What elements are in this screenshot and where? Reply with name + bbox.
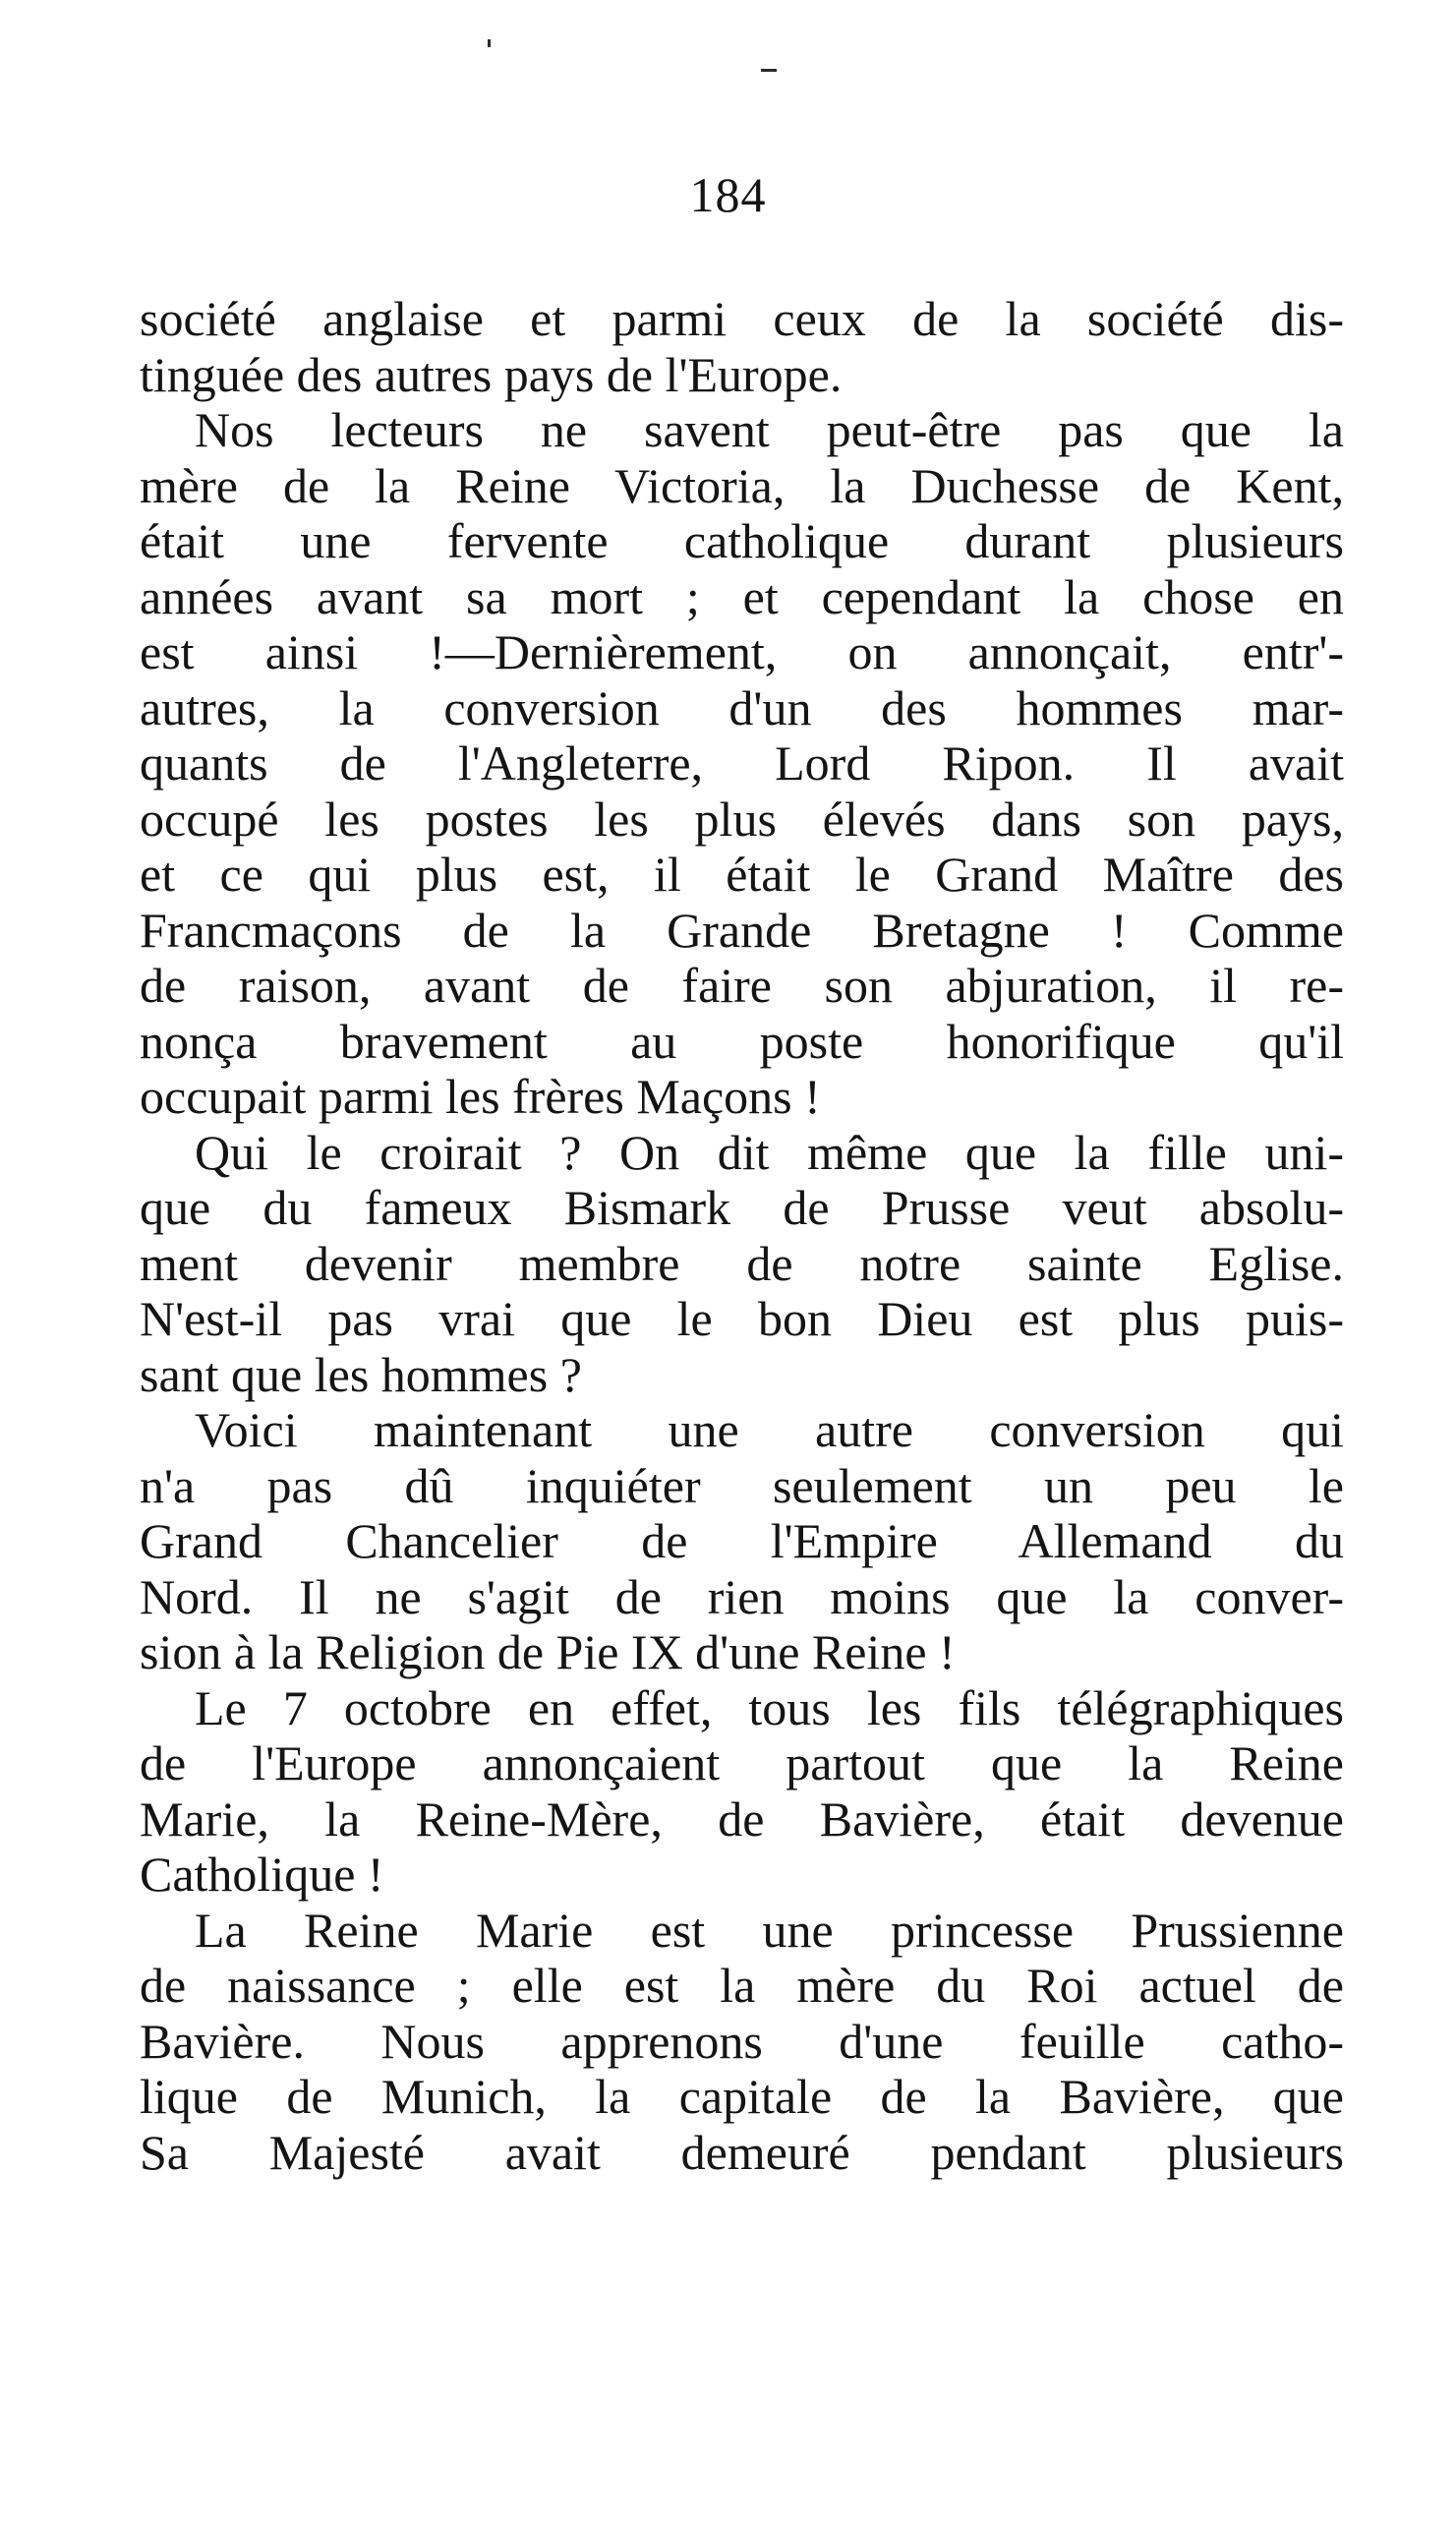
body-text <box>140 291 1344 2180</box>
text-line: Nos lecteurs ne savent peut-être pas que la <box>195 402 1344 457</box>
text-line: N'est-il pas vrai que le bon Dieu est plus puis- <box>140 1291 1344 1346</box>
text-line: lique de Munich, la capitale de la Bavière, que <box>140 2069 1344 2124</box>
paragraph <box>140 1402 1344 1680</box>
text-line: Le 7 octobre en effet, tous les fils télégraphiques <box>195 1679 1344 1735</box>
text-line: était une fervente catholique durant plusieurs <box>140 513 1344 568</box>
text-line: de naissance ; elle est la mère du Roi actuel de <box>140 1958 1344 2013</box>
text-line: autres, la conversion d'un des hommes mar- <box>140 679 1344 735</box>
text-line: Catholique ! <box>140 1847 384 1902</box>
text-line: Grand Chancelier de l'Empire Allemand du <box>140 1513 1344 1568</box>
text-line: Marie, la Reine-Mère, de Bavière, était devenue <box>140 1790 1344 1847</box>
text-line: de raison, avant de faire son abjuration, il re- <box>140 958 1344 1013</box>
page-number: 184 <box>689 167 767 222</box>
text-line: occupait parmi les frères Maçons ! <box>140 1069 821 1124</box>
text-line: société anglaise et parmi ceux de la société dis- <box>140 291 1344 346</box>
paragraph <box>140 1903 1344 2181</box>
text-line: de l'Europe annonçaient partout que la Reine <box>140 1735 1344 1790</box>
text-line: nonça bravement au poste honorifique qu'il <box>140 1013 1344 1069</box>
text-line: Voici maintenant une autre conversion qui <box>195 1402 1344 1457</box>
text-line: que du fameux Bismark de Prusse veut absolu- <box>140 1180 1344 1235</box>
paragraph <box>140 402 1344 1125</box>
paragraph <box>140 1680 1344 1903</box>
text-line: et ce qui plus est, il était le Grand Maître des <box>140 847 1344 902</box>
text-line: années avant sa mort ; et cependant la chose en <box>140 568 1344 624</box>
text-line: sion à la Religion de Pie IX d'une Reine ! <box>140 1624 956 1679</box>
text-line: tinguée des autres pays de l'Europe. <box>140 346 843 402</box>
text-line: Qui le croirait ? On dit même que la fille uni- <box>195 1124 1344 1180</box>
text-line: sant que les hommes ? <box>140 1346 582 1402</box>
ink-speck <box>488 39 491 47</box>
text-line: ment devenir membre de notre sainte Eglise. <box>140 1235 1344 1291</box>
ink-speck <box>761 69 777 72</box>
text-line: La Reine Marie est une princesse Prussienne <box>195 1902 1344 1958</box>
text-line: occupé les postes les plus élevés dans son pays, <box>140 791 1344 847</box>
text-line: n'a pas dû inquiéter seulement un peu le <box>140 1457 1344 1513</box>
text-line: Nord. Il ne s'agit de rien moins que la conver- <box>140 1568 1344 1624</box>
text-line: Sa Majesté avait demeuré pendant plusieurs <box>140 2124 1344 2180</box>
paragraph <box>140 1125 1344 1403</box>
text-line: Bavière. Nous apprenons d'une feuille catho- <box>140 2013 1344 2069</box>
text-line: Francmaçons de la Grande Bretagne ! Comme <box>140 902 1344 958</box>
text-line: mère de la Reine Victoria, la Duchesse de Kent, <box>140 457 1344 513</box>
text-line: quants de l'Angleterre, Lord Ripon. Il avait <box>140 735 1344 791</box>
text-line: est ainsi !—Dernièrement, on annonçait, entr'- <box>140 624 1344 679</box>
paragraph <box>140 291 1344 402</box>
